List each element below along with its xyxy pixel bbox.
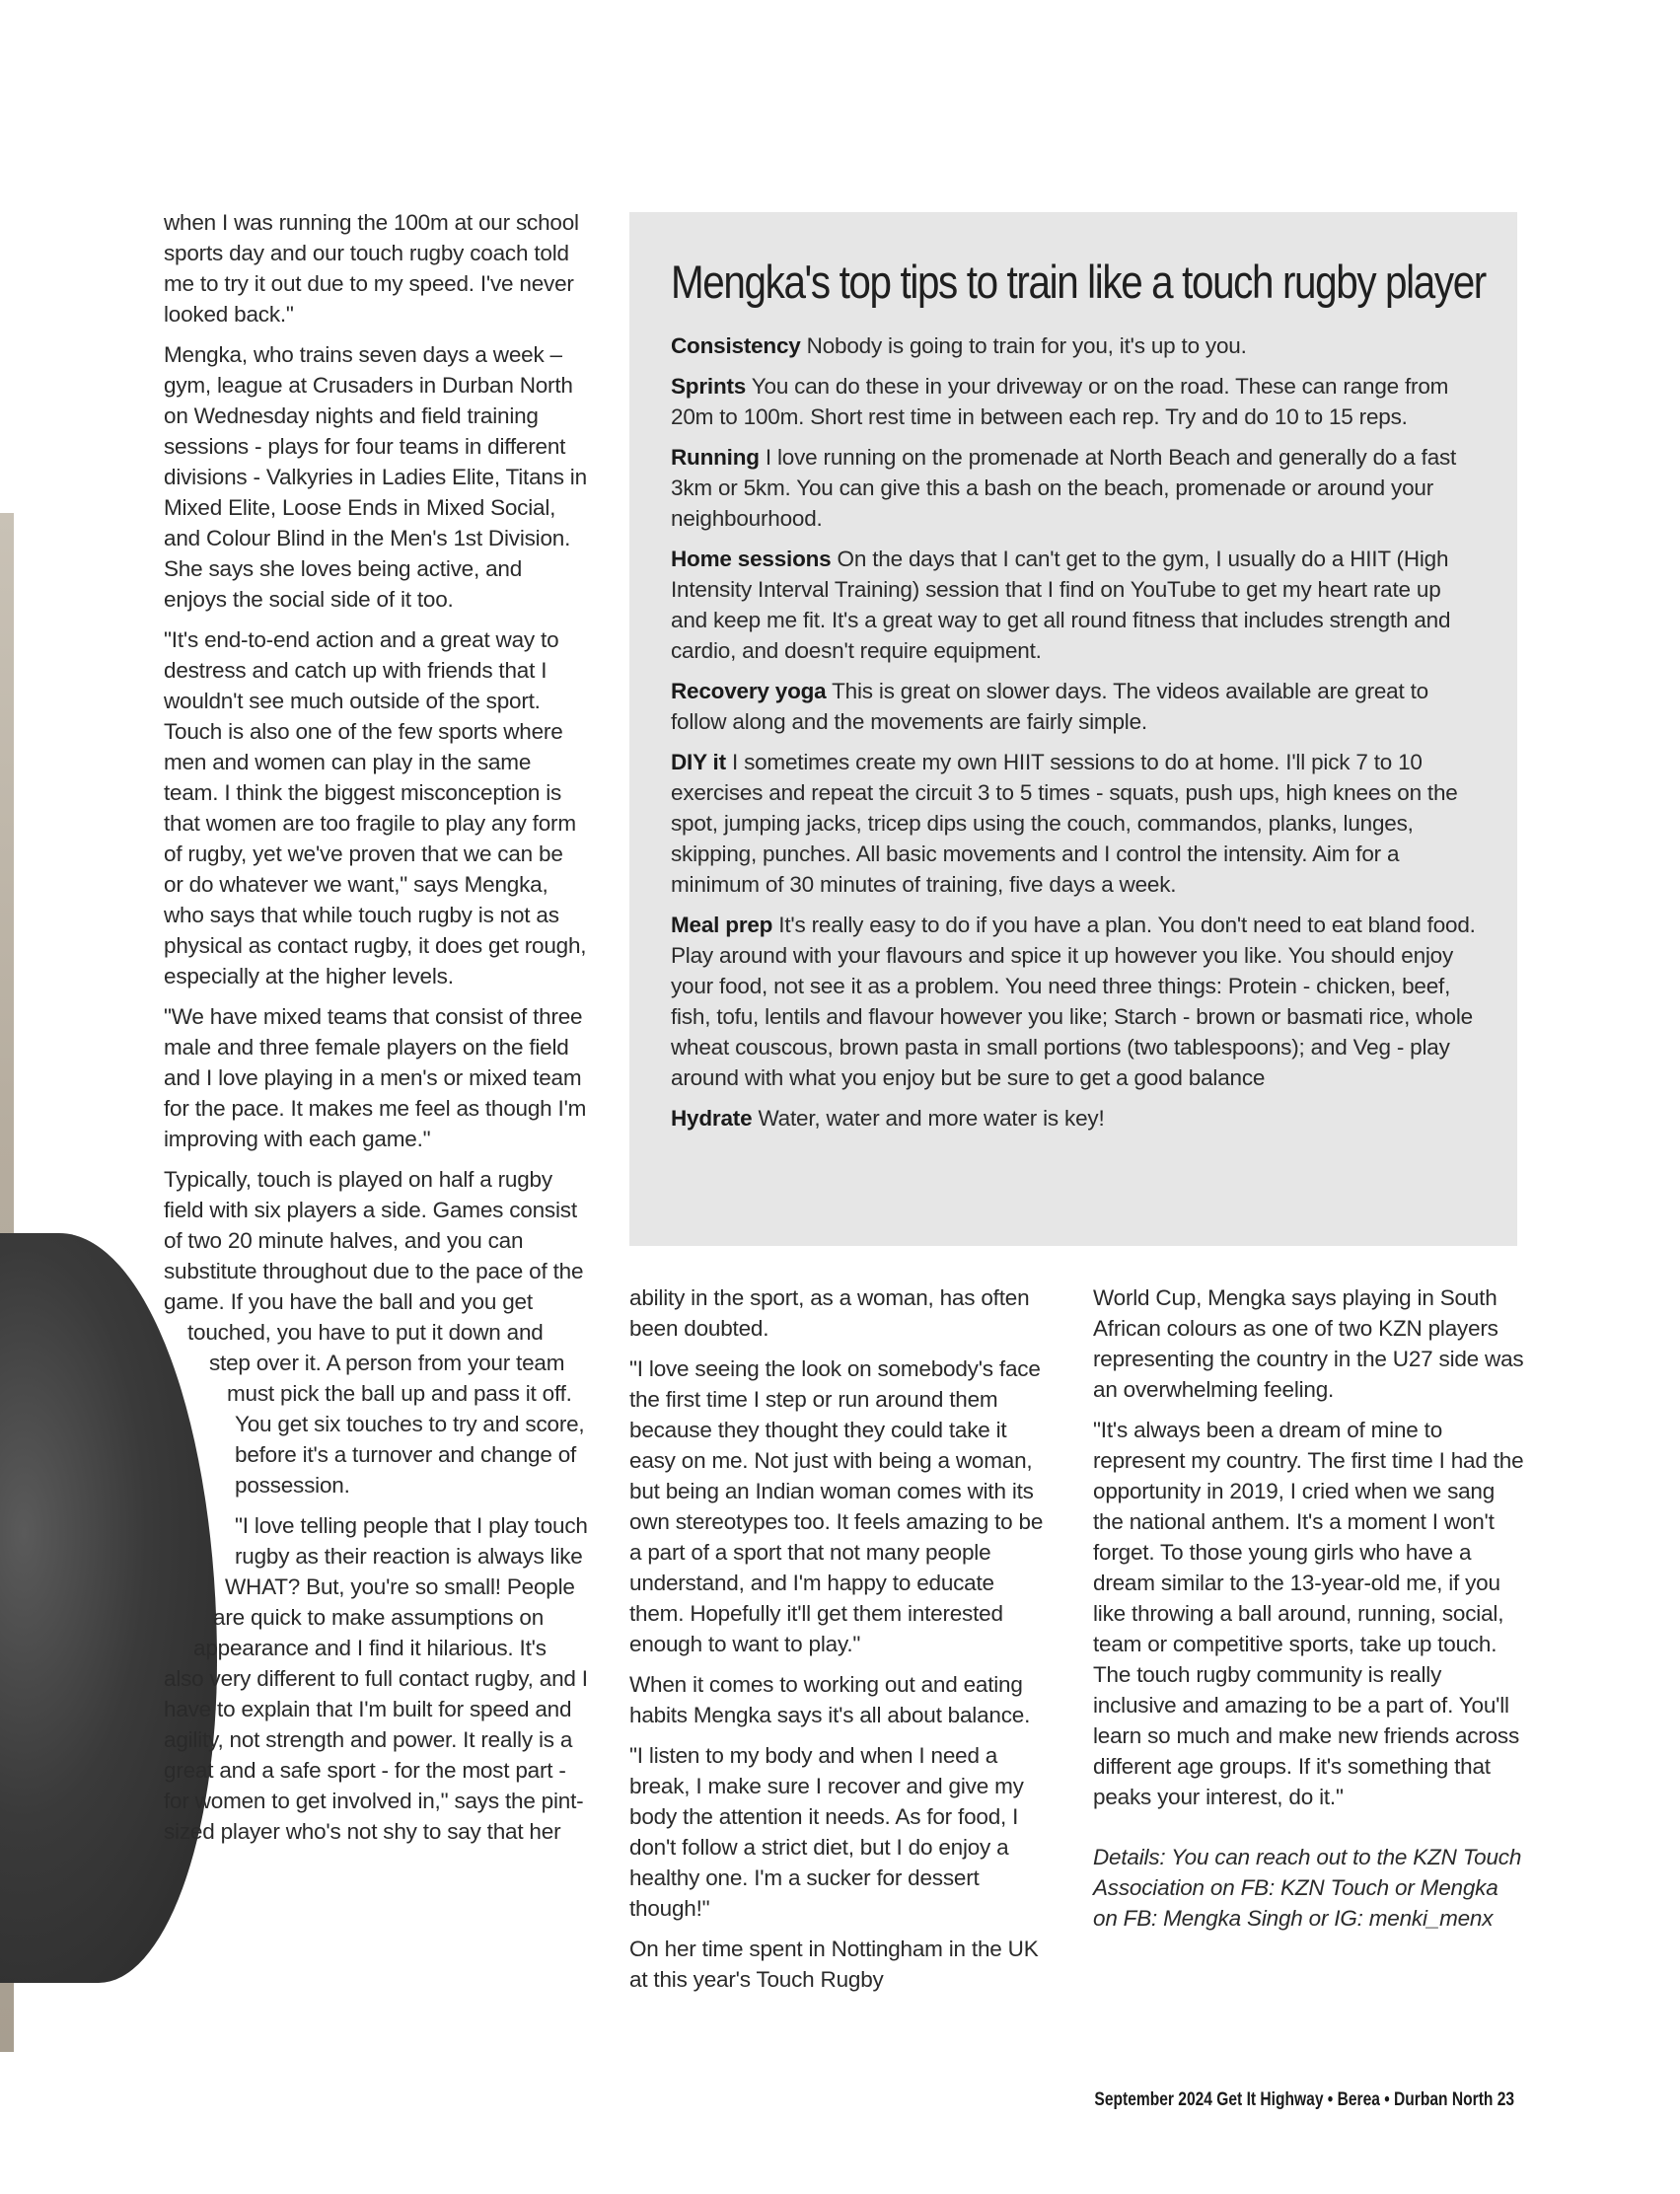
paragraph: ability in the sport, as a woman, has often been doubted. xyxy=(629,1285,1030,1341)
paragraph: "I love telling people that I play touch rugby as their reaction is always like WHAT? But, you're so small! People are quick to make assumptions on appearance and I find it hilarious. It's also very different to full contact rugby, and I have to explain that I'm built for speed and agility, not strength and power. It really is a great and a safe sport - for the most part - for women to get involved in," says the pint-sized player who's not shy to say that her xyxy=(164,1513,588,1844)
tip-meal-prep xyxy=(671,910,1476,1093)
wrap-spacer xyxy=(164,1334,187,1364)
tip-label: Sprints xyxy=(671,374,747,399)
tips-title: Mengka's top tips to train like a touch rugby player xyxy=(671,256,1486,308)
tip-text: It's really easy to do if you have a plan. You don't need to eat bland food. Play around with your flavours and spice it up however you like. You should enjoy your food, not see it as a problem. You need three things: Protein - chicken, beef, fish, tofu, lentils and flavour however you like; Starch - brown or basmati rice, whole wheat couscous, brown pasta in small portions (two tablespoons); and Veg - play around with what you enjoy but be sure to get a good balance xyxy=(671,913,1476,1090)
wrap-spacer xyxy=(164,1578,213,1609)
paragraph: Mengka, who trains seven days a week – gym, league at Crusaders in Durban North on Wednesday nights and field training sessions - plays for four teams in different divisions - Valkyries in Ladies Elite, Titans in Mixed Elite, Loose Ends in Mixed Social, and Colour Blind in the Men's 1st Division. She says she loves being active, and enjoys the social side of it too. xyxy=(164,342,587,612)
article-column-3 xyxy=(1093,1282,1527,1943)
paragraph: World Cup, Mengka says playing in South African colours as one of two KZN players representing the country in the U27 side was an overwhelming feeling. xyxy=(1093,1285,1524,1402)
wrap-spacer xyxy=(164,1548,225,1578)
page-footer: September 2024 Get It Highway • Berea • Durban North 23 xyxy=(1094,2089,1514,2110)
paragraph: On her time spent in Nottingham in the UK at this year's Touch Rugby xyxy=(629,1937,1039,1992)
paragraph: "I listen to my body and when I need a break, I make sure I recover and give my body the attention it needs. As for food, I don't follow a strict diet, but I do enjoy a healthy one. I'm a sucker for dessert though!" xyxy=(629,1743,1024,1921)
tip-text: Water, water and more water is key! xyxy=(758,1106,1105,1131)
tip-hydrate xyxy=(671,1103,1476,1134)
tip-label: Recovery yoga xyxy=(671,679,827,703)
tip-running xyxy=(671,442,1476,534)
tip-recovery-yoga xyxy=(671,676,1476,737)
tip-consistency xyxy=(671,330,1476,361)
tip-label: Hydrate xyxy=(671,1106,753,1131)
tip-home-sessions xyxy=(671,544,1476,666)
tip-text: On the days that I can't get to the gym, I usually do a HIIT (High Intensity Interval Training) session that I find on YouTube to get my heart rate up and keep me fit. It's a great way to get all round fitness that includes strength and cardio, and doesn't require equipment. xyxy=(671,547,1451,663)
tip-text: I sometimes create my own HIIT sessions to do at home. I'll pick 7 to 10 exercises and repeat the circuit 3 to 5 times - squats, push ups, high knees on the spot, jumping jacks, tricep dips using the couch, commandos, planks, lunges, skipping, punches. All basic movements and I control the intensity. Aim for a minimum of 30 minutes of training, five days a week. xyxy=(671,750,1458,897)
wrap-spacer xyxy=(164,1395,227,1426)
details-note: Details: You can reach out to the KZN Touch Association on FB: KZN Touch or Mengka on FB: Mengka Singh or IG: menki_menx xyxy=(1093,1845,1522,1931)
tip-text: This is great on slower days. The videos available are great to follow along and the movements are fairly simple. xyxy=(671,679,1428,734)
wrap-spacer xyxy=(164,1609,193,1640)
paragraph: "It's always been a dream of mine to represent my country. The first time I had the opportunity in 2019, I cried when we sang the national anthem. It's a moment I won't forget. To those young girls who have a dream similar to the 13-year-old me, if you like throwing a ball around, running, social, team or competitive sports, take up touch. The touch rugby community is really inclusive and amazing to be a part of. You'll learn so much and make new friends across different age groups. If it's something that peaks your interest, do it." xyxy=(1093,1418,1524,1809)
tip-sprints xyxy=(671,371,1476,432)
tips-box xyxy=(629,212,1517,1246)
tip-text: You can do these in your driveway or on the road. These can range from 20m to 100m. Short rest time in between each rep. Try and do 10 to 15 reps. xyxy=(671,374,1449,429)
tip-label: Running xyxy=(671,445,760,470)
paragraph: "It's end-to-end action and a great way to destress and catch up with friends that I wouldn't see much outside of the sport. Touch is also one of the few sports where men and women can play in the same team. I think the biggest misconception is that women are too fragile to play any form of rugby, yet we've proven that we can be or do whatever we want," says Mengka, who says that while touch rugby is not as physical as contact rugby, it does get rough, especially at the higher levels. xyxy=(164,627,587,988)
paragraph: Typically, touch is played on half a rugby field with six players a side. Games consist of two 20 minute halves, and you can substitute throughout due to the pace of the game. If you have the ball and you get touched, you have to put it down and step over it. A person from your team must pick the ball up and pass it off. You get six touches to try and score, before it's a turnover and change of possession. xyxy=(164,1167,585,1498)
tip-text: I love running on the promenade at North Beach and generally do a fast 3km or 5km. You can give this a bash on the beach, promenade or around your neighbourhood. xyxy=(671,445,1457,531)
paragraph: When it comes to working out and eating habits Mengka says it's all about balance. xyxy=(629,1672,1031,1727)
tip-diy xyxy=(671,747,1476,900)
wrap-spacer xyxy=(164,1426,235,1548)
paragraph: when I was running the 100m at our school sports day and our touch rugby coach told me to try it out due to my speed. I've never looked back." xyxy=(164,210,579,327)
tip-label: Consistency xyxy=(671,333,801,358)
tip-text: Nobody is going to train for you, it's up to you. xyxy=(806,333,1247,358)
tip-label: Meal prep xyxy=(671,913,773,937)
wrap-spacer xyxy=(164,1364,209,1395)
article-column-2 xyxy=(629,1282,1054,2005)
tip-label: Home sessions xyxy=(671,547,832,571)
paragraph: "We have mixed teams that consist of three male and three female players on the field and I love playing in a men's or mixed team for the pace. It makes me feel as though I'm improving with each game." xyxy=(164,1004,587,1151)
article-column-1 xyxy=(164,207,588,1857)
paragraph: "I love seeing the look on somebody's face the first time I step or run around them because they thought they could take it easy on me. Not just with being a woman, but being an Indian woman comes with its own stereotypes too. It feels amazing to be a part of a sport that not many people understand, and I'm happy to educate them. Hopefully it'll get them interested enough to want to play." xyxy=(629,1356,1044,1656)
tip-label: DIY it xyxy=(671,750,726,774)
